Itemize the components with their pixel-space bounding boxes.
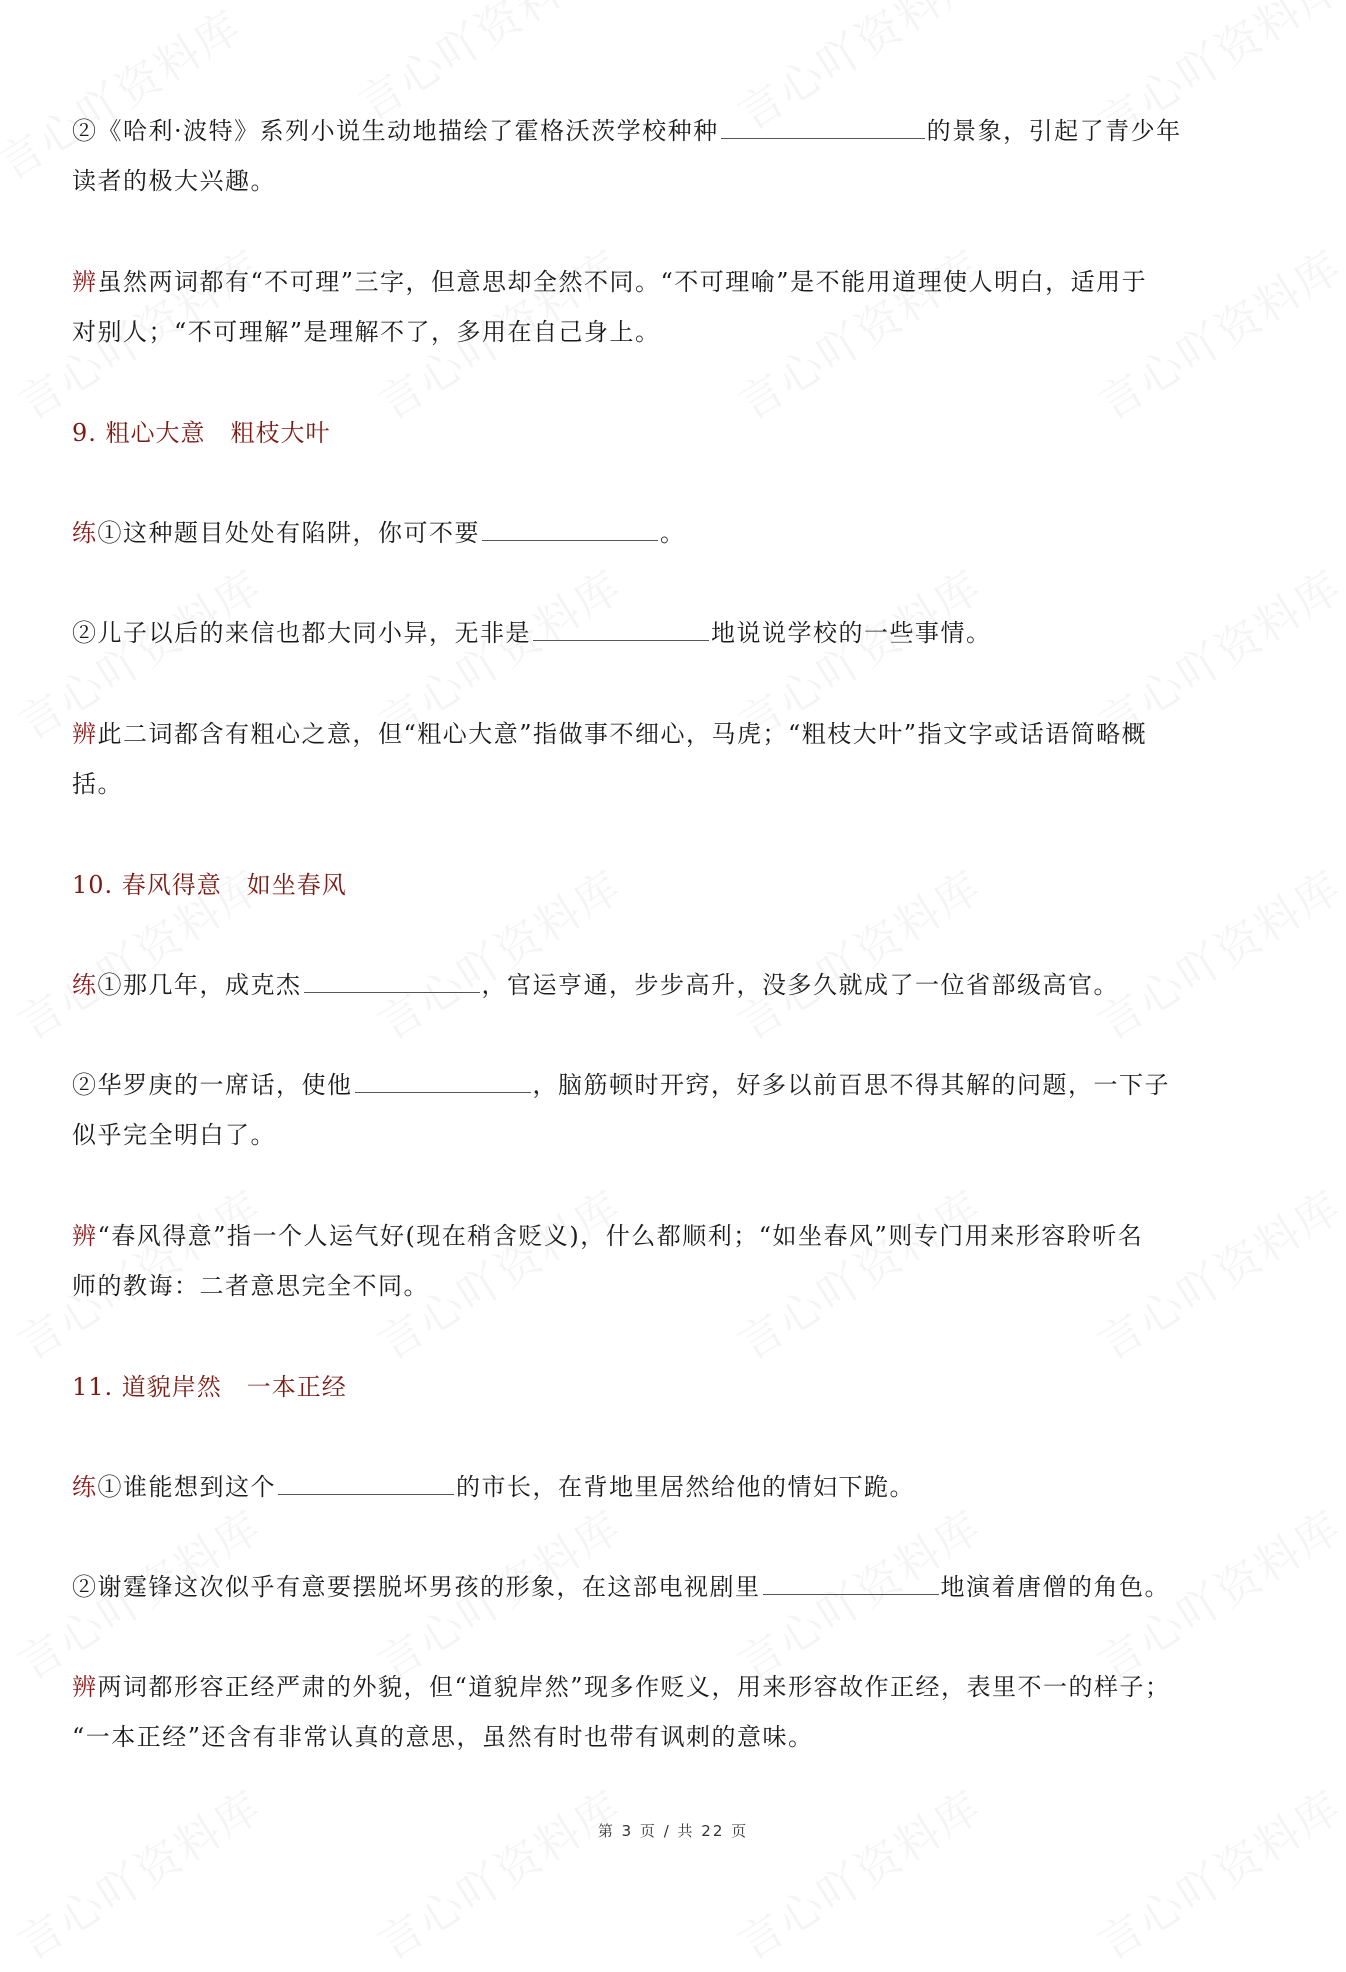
line-text: ②谢霆锋这次似乎有意要摆脱坏男孩的形象，在这部电视剧里 (72, 1573, 761, 1601)
exercise-line (72, 106, 1182, 156)
line-text: 此二词都含有粗心之意，但“粗心大意”指做事不细心，马虎；“粗枝大叶”指文字或话语简略概 (97, 720, 1148, 748)
explanation-marker: 辨 (72, 1222, 98, 1250)
line-text: 读者的极大兴趣。 (72, 167, 276, 195)
exercise-marker: 练 (72, 519, 98, 547)
fill-blank[interactable] (533, 610, 709, 641)
line-text: ②华罗庚的一席话，使他 (72, 1071, 353, 1099)
exercise-line (72, 1060, 1170, 1110)
page-footer (0, 1820, 1346, 1841)
line-text: 地说说学校的一些事情。 (711, 619, 992, 647)
fill-blank[interactable] (278, 1464, 454, 1495)
line-text: ②《哈利·波特》系列小说生动地描绘了霍格沃茨学校种种 (72, 117, 719, 145)
exercise-line (72, 1462, 915, 1512)
exercise-line (72, 608, 992, 658)
explanation-line (72, 759, 123, 809)
line-text: ①谁能想到这个 (97, 1473, 276, 1501)
exercise-line (72, 960, 1119, 1010)
watermark (364, 1772, 632, 1972)
explanation-marker: 辨 (72, 268, 98, 296)
watermark (724, 852, 992, 1053)
exercise-marker: 练 (72, 1473, 98, 1501)
line-text: 对别人；“不可理解”是理解不了，多用在自己身上。 (72, 318, 661, 346)
explanation-line (72, 1261, 429, 1311)
line-text: “春风得意”指一个人运气好(现在稍含贬义)，什么都顺利；“如坐春风”则专门用来形容聆听名 (97, 1222, 1144, 1250)
line-text: ，官运亨通，步步高升，没多久就成了一位省部级高官。 (481, 971, 1119, 999)
explanation-marker: 辨 (72, 720, 98, 748)
exercise-line (72, 1562, 1170, 1612)
line-text: ，脑筋顿时开窍，好多以前百思不得其解的问题，一下子 (532, 1071, 1170, 1099)
line-text: 地演着唐僧的角色。 (940, 1573, 1170, 1601)
explanation-line (72, 1662, 1171, 1712)
line-text: ①那几年，成克杰 (97, 971, 302, 999)
watermark (1084, 1172, 1346, 1373)
section-heading: 11. 道貌岸然 一本正经 (72, 1373, 347, 1401)
line-text: 师的教诲：二者意思完全不同。 (72, 1272, 429, 1300)
line-text: 两词都形容正经严肃的外貌，但“道貌岸然”现多作贬义，用来形容故作正经，表里不一的样子； (97, 1673, 1171, 1701)
section-heading: 9. 粗心大意 粗枝大叶 (72, 419, 331, 447)
exercise-line (72, 1110, 276, 1160)
fill-blank[interactable] (355, 1062, 531, 1093)
explanation-line (72, 1211, 1143, 1261)
watermark (1084, 1772, 1346, 1972)
exercise-line (72, 508, 686, 558)
fill-blank[interactable] (482, 510, 658, 541)
line-text: “一本正经”还含有非常认真的意思，虽然有时也带有讽刺的意味。 (72, 1723, 814, 1751)
explanation-marker: 辨 (72, 1673, 98, 1701)
fill-blank[interactable] (721, 108, 925, 139)
line-text: 的市长，在背地里居然给他的情妇下跪。 (456, 1473, 915, 1501)
line-text: 括。 (72, 770, 123, 798)
explanation-line (72, 1712, 814, 1762)
watermark (724, 1772, 992, 1972)
line-text: 的景象，引起了青少年 (926, 117, 1182, 145)
exercise-marker: 练 (72, 971, 98, 999)
watermark (4, 1772, 272, 1972)
line-text: ①这种题目处处有陷阱，你可不要 (97, 519, 480, 547)
watermark (724, 1172, 992, 1373)
explanation-line (72, 307, 661, 357)
fill-blank[interactable] (763, 1564, 939, 1595)
explanation-line (72, 257, 1147, 307)
explanation-line (72, 709, 1147, 759)
line-text: 似乎完全明白了。 (72, 1121, 276, 1149)
watermark (364, 852, 632, 1053)
line-text: ②儿子以后的来信也都大同小异，无非是 (72, 619, 531, 647)
fill-blank[interactable] (304, 962, 480, 993)
page-indicator: 第 3 页 / 共 22 页 (597, 1822, 749, 1840)
line-text: 。 (660, 519, 686, 547)
watermark (1084, 852, 1346, 1053)
exercise-line (72, 156, 276, 206)
line-text: 虽然两词都有“不可理”三字，但意思却全然不同。“不可理喻”是不能用道理使人明白，适用于 (97, 268, 1148, 296)
section-heading: 10. 春风得意 如坐春风 (72, 871, 347, 899)
